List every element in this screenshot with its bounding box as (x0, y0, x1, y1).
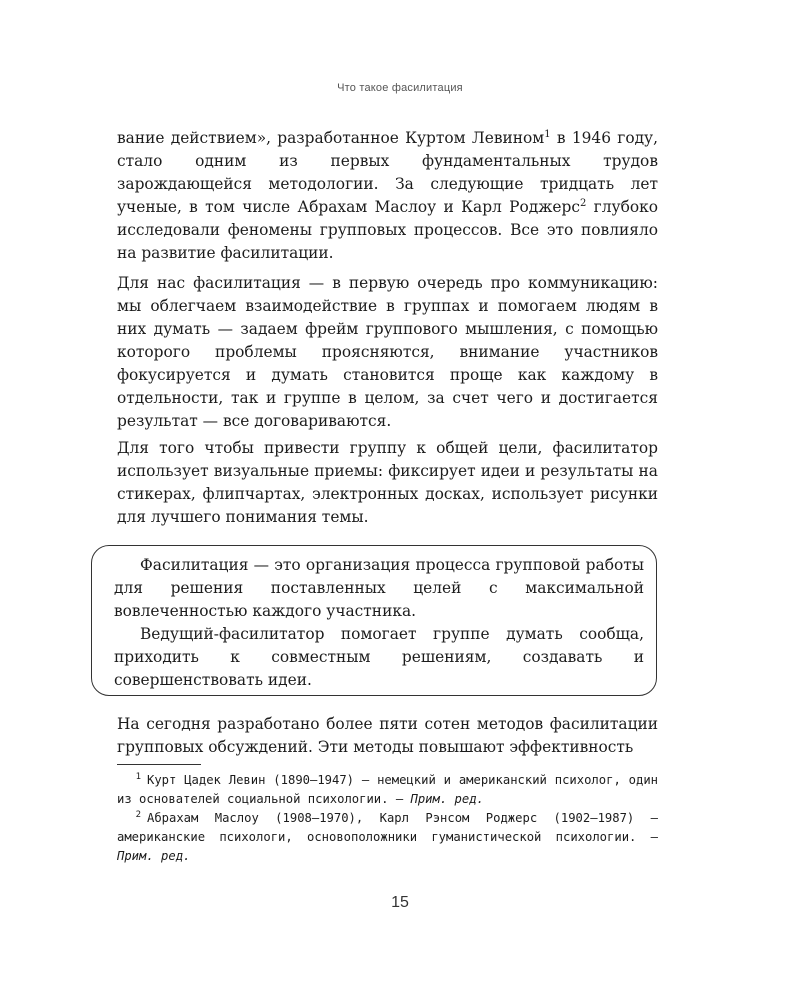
page-number: 15 (391, 894, 409, 911)
body-paragraph-4 (117, 713, 658, 759)
editor-note: Прим. ред. (117, 849, 191, 863)
body-paragraph-1 (117, 127, 658, 265)
editor-note: Прим. ред. (410, 792, 484, 806)
running-head: Что такое фасилитация (337, 82, 463, 94)
definition-callout-box (91, 545, 657, 696)
body-paragraph-2 (117, 272, 658, 433)
paragraph-text: глубоко исследовали феномены групповых процессов. Все это повлияло на развитие фасилитации. (117, 198, 658, 262)
paragraph-text: в 1946 году, стало одним из первых фундаментальных трудов зарождающейся методологии. За следующие тридцать лет ученые, в том числе Абрахам Маслоу и Карл Роджерс (117, 129, 659, 216)
footnote-1: 1 Курт Цадек Левин (1890–1947) — немецкий и американский психолог, один из основателей социальной психологии. — Прим. ред. (117, 771, 658, 806)
callout-facilitator: Ведущий-фасилитатор помогает группе думать сообща, приходить к совместным решениям, создавать и совершенствовать идеи. (114, 625, 644, 689)
paragraph-text: вание действием», разработанное Куртом Левином (117, 129, 545, 147)
callout-definition: Фасилитация — это организация процесса групповой работы для решения поставленных целей с максимальной вовлеченностью каждого участника. (114, 556, 644, 620)
paragraph-text: На сегодня разработано более пяти сотен методов фасилитации групповых обсуждений. Эти методы повышают эффективность (117, 715, 658, 756)
body-paragraph-3 (117, 437, 658, 529)
footnote-ref-2: 2 (579, 197, 587, 209)
paragraph-text: Для того чтобы привести группу к общей цели, фасилитатор использует визуальные приемы: фиксирует идеи и результаты на стикерах, флипчартах, электронных досках, использует рисунки для лучшего понимания темы. (117, 439, 658, 526)
footnote-ref-1: 1 (544, 128, 551, 140)
footnote-divider (117, 764, 201, 765)
footnotes (117, 771, 658, 866)
footnote-text: Абрахам Маслоу (1908–1970), Карл Рэнсом Роджерс (1902–1987) — американские психологи, основоположники гуманистической психологии. — (117, 811, 658, 844)
footnote-text: Курт Цадек Левин (1890–1947) — немецкий и американский психолог, один из основателей социальной психологии. — (117, 773, 658, 806)
paragraph-text: Для нас фасилитация — в первую очередь про коммуникацию: мы облегчаем взаимодействие в группах и помогаем людям в них думать — задаем фрейм группового мышления, с помощью которого проблемы проясняются, внимание участников фокусируется и думать становится проще как каждому в отдельности, так и группе в целом, за счет чего и достигается результат — все договариваются. (117, 274, 658, 430)
footnote-2: 2 Абрахам Маслоу (1908–1970), Карл Рэнсом Роджерс (1902–1987) — американские психологи, основоположники гуманистической психологии. — Прим. ред. (117, 809, 658, 863)
